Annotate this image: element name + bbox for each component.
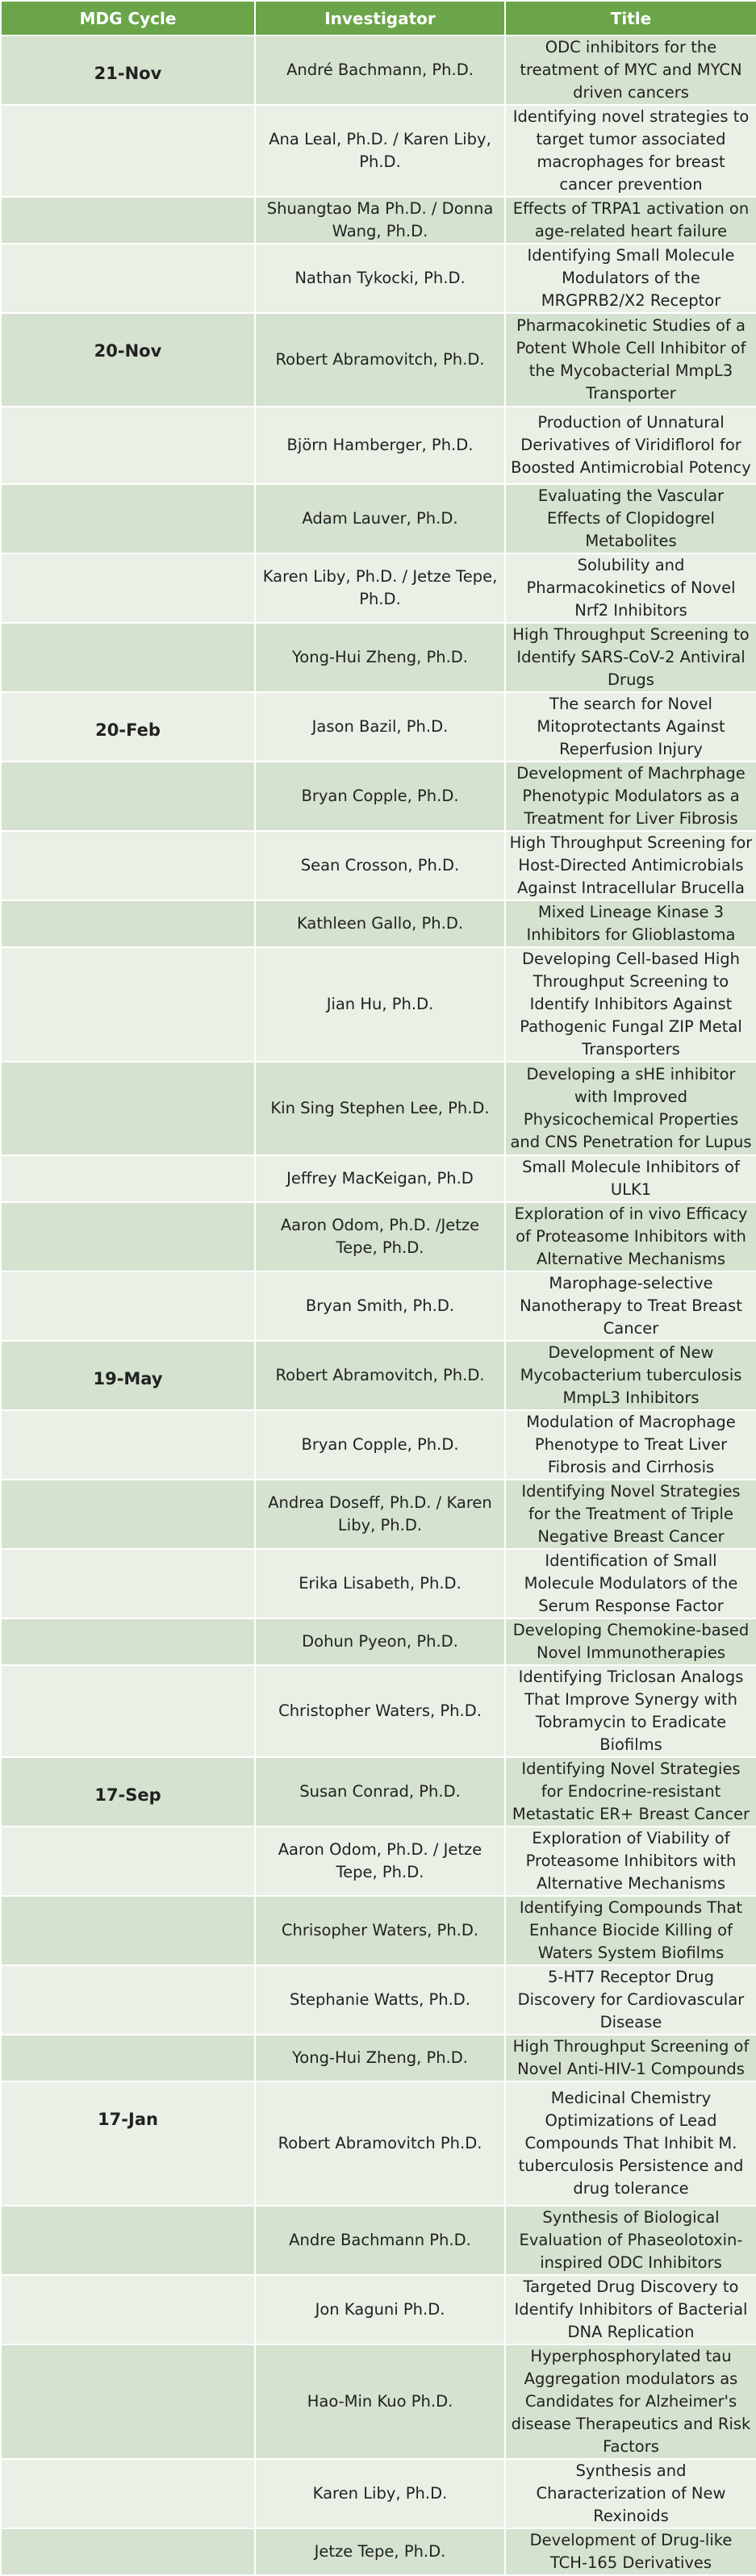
table-row — [1, 2528, 756, 2575]
cycle-cell — [1, 1271, 255, 1341]
title-cell: Small Molecule Inhibitors of ULK1 — [505, 1155, 756, 1202]
title-cell: The search for Novel Mitoprotectants Against Reperfusion Injury — [505, 692, 756, 762]
cycle-cell — [1, 197, 255, 244]
investigator-cell: Kin Sing Stephen Lee, Ph.D. — [255, 1062, 505, 1155]
cycle-cell — [1, 1896, 255, 1965]
table-row — [1, 1410, 756, 1480]
title-cell: Identifying Compounds That Enhance Biocide Killing of Waters System Biofilms — [505, 1896, 756, 1965]
investigator-cell: Karen Liby, Ph.D. / Jetze Tepe, Ph.D. — [255, 553, 505, 623]
column-header-title: Title — [505, 1, 756, 35]
investigator-cell: Bryan Copple, Ph.D. — [255, 762, 505, 831]
cycle-cell — [1, 762, 255, 831]
table-row — [1, 692, 756, 762]
investigator-cell: Shuangtao Ma Ph.D. / Donna Wang, Ph.D. — [255, 197, 505, 244]
investigator-cell: Andre Bachmann Ph.D. — [255, 2206, 505, 2275]
investigator-cell: Aaron Odom, Ph.D. / Jetze Tepe, Ph.D. — [255, 1827, 505, 1896]
title-cell: Pharmacokinetic Studies of a Potent Whole Cell Inhibitor of the Mycobacterial MmpL3 Transporter — [505, 313, 756, 407]
cycle-cell: 19-May — [1, 1341, 255, 1410]
investigator-cell: Jon Kaguni Ph.D. — [255, 2275, 505, 2344]
table-row — [1, 2344, 756, 2459]
investigator-cell: Yong-Hui Zheng, Ph.D. — [255, 2035, 505, 2081]
cycle-cell — [1, 1202, 255, 1271]
title-cell: Exploration of Viability of Proteasome Inhibitors with Alternative Mechanisms — [505, 1827, 756, 1896]
cycle-cell — [1, 1827, 255, 1896]
table-row — [1, 1896, 756, 1965]
table-row — [1, 1341, 756, 1410]
cycle-cell: 20-Nov — [1, 313, 255, 407]
title-cell: Solubility and Pharmacokinetics of Novel Nrf2 Inhibitors — [505, 553, 756, 623]
investigator-cell: Yong-Hui Zheng, Ph.D. — [255, 623, 505, 692]
title-cell: Developing a sHE inhibitor with Improved Physicochemical Properties and CNS Penetration for Lupus — [505, 1062, 756, 1155]
table-body — [1, 35, 756, 2575]
cycle-cell — [1, 105, 255, 197]
table-row — [1, 2459, 756, 2528]
cycle-cell — [1, 1410, 255, 1480]
table-row — [1, 1155, 756, 1202]
investigator-cell: Karen Liby, Ph.D. — [255, 2459, 505, 2528]
table-row — [1, 2275, 756, 2344]
cycle-cell: 20-Feb — [1, 692, 255, 762]
cycle-cell — [1, 407, 255, 484]
investigator-cell: Erika Lisabeth, Ph.D. — [255, 1549, 505, 1618]
cycle-cell — [1, 2035, 255, 2081]
cycle-cell — [1, 484, 255, 553]
table-row — [1, 35, 756, 105]
investigator-cell: Andrea Doseff, Ph.D. / Karen Liby, Ph.D. — [255, 1480, 505, 1549]
table-row — [1, 1202, 756, 1271]
cycle-cell — [1, 2344, 255, 2459]
title-cell: Development of Drug-like TCH-165 Derivatives — [505, 2528, 756, 2575]
investigator-cell: Kathleen Gallo, Ph.D. — [255, 900, 505, 947]
title-cell: 5-HT7 Receptor Drug Discovery for Cardiovascular Disease — [505, 1965, 756, 2035]
table-row — [1, 2206, 756, 2275]
table-row — [1, 2035, 756, 2081]
table-row — [1, 900, 756, 947]
table-row — [1, 553, 756, 623]
investigator-cell: Ana Leal, Ph.D. / Karen Liby, Ph.D. — [255, 105, 505, 197]
table-row — [1, 1965, 756, 2035]
cycle-cell — [1, 553, 255, 623]
cycle-cell — [1, 1155, 255, 1202]
investigator-cell: Bryan Copple, Ph.D. — [255, 1410, 505, 1480]
column-header-cycle: MDG Cycle — [1, 1, 255, 35]
title-cell: Identifying novel strategies to target tumor associated macrophages for breast cancer prevention — [505, 105, 756, 197]
title-cell: Medicinal Chemistry Optimizations of Lead Compounds That Inhibit M. tuberculosis Persistence and drug tolerance — [505, 2081, 756, 2206]
cycle-cell — [1, 1665, 255, 1757]
title-cell: Identifying Triclosan Analogs That Improve Synergy with Tobramycin to Eradicate Biofilms — [505, 1665, 756, 1757]
title-cell: Synthesis of Biological Evaluation of Phaseolotoxin-inspired ODC Inhibitors — [505, 2206, 756, 2275]
title-cell: Modulation of Macrophage Phenotype to Treat Liver Fibrosis and Cirrhosis — [505, 1410, 756, 1480]
title-cell: Identifying Small Molecule Modulators of the MRGPRB2/X2 Receptor — [505, 244, 756, 313]
title-cell: Evaluating the Vascular Effects of Clopidogrel Metabolites — [505, 484, 756, 553]
title-cell: High Throughput Screening to Identify SARS-CoV-2 Antiviral Drugs — [505, 623, 756, 692]
cycle-cell — [1, 244, 255, 313]
title-cell: ODC inhibitors for the treatment of MYC and MYCN driven cancers — [505, 35, 756, 105]
cycle-cell — [1, 2206, 255, 2275]
investigator-cell: Robert Abramovitch Ph.D. — [255, 2081, 505, 2206]
table-row — [1, 831, 756, 900]
title-cell: High Throughput Screening of Novel Anti-HIV-1 Compounds — [505, 2035, 756, 2081]
cycle-cell: 21-Nov — [1, 35, 255, 105]
investigator-cell: Nathan Tykocki, Ph.D. — [255, 244, 505, 313]
cycle-cell — [1, 831, 255, 900]
investigator-cell: Stephanie Watts, Ph.D. — [255, 1965, 505, 2035]
investigator-cell: Robert Abramovitch, Ph.D. — [255, 1341, 505, 1410]
cycle-cell — [1, 1549, 255, 1618]
investigator-cell: Christopher Waters, Ph.D. — [255, 1665, 505, 1757]
table-row — [1, 623, 756, 692]
cycle-cell — [1, 1618, 255, 1665]
table-row — [1, 1480, 756, 1549]
title-cell: Developing Chemokine-based Novel Immunotherapies — [505, 1618, 756, 1665]
investigator-cell: Sean Crosson, Ph.D. — [255, 831, 505, 900]
title-cell: Identification of Small Molecule Modulators of the Serum Response Factor — [505, 1549, 756, 1618]
investigator-cell: Jian Hu, Ph.D. — [255, 947, 505, 1062]
title-cell: Mixed Lineage Kinase 3 Inhibitors for Glioblastoma — [505, 900, 756, 947]
investigator-cell: Aaron Odom, Ph.D. /Jetze Tepe, Ph.D. — [255, 1202, 505, 1271]
table-header-row — [1, 1, 756, 35]
cycle-cell — [1, 2459, 255, 2528]
table-row — [1, 1618, 756, 1665]
investigator-cell: Hao-Min Kuo Ph.D. — [255, 2344, 505, 2459]
investigator-cell: Susan Conrad, Ph.D. — [255, 1757, 505, 1827]
table-row — [1, 1062, 756, 1155]
title-cell: Hyperphosphorylated tau Aggregation modulators as Candidates for Alzheimer's disease Therapeutics and Risk Factors — [505, 2344, 756, 2459]
title-cell: Production of Unnatural Derivatives of Viridiflorol for Boosted Antimicrobial Potency — [505, 407, 756, 484]
investigator-cell: Adam Lauver, Ph.D. — [255, 484, 505, 553]
investigator-cell: André Bachmann, Ph.D. — [255, 35, 505, 105]
table-row — [1, 1271, 756, 1341]
column-header-investigator: Investigator — [255, 1, 505, 35]
cycle-cell — [1, 2275, 255, 2344]
investigator-cell: Dohun Pyeon, Ph.D. — [255, 1618, 505, 1665]
table-row — [1, 762, 756, 831]
table-row — [1, 197, 756, 244]
title-cell: Marophage-selective Nanotherapy to Treat Breast Cancer — [505, 1271, 756, 1341]
cycle-cell — [1, 1062, 255, 1155]
table-row — [1, 1549, 756, 1618]
table-row — [1, 1827, 756, 1896]
title-cell: Identifying Novel Strategies for Endocrine-resistant Metastatic ER+ Breast Cancer — [505, 1757, 756, 1827]
table-row — [1, 105, 756, 197]
table-row — [1, 947, 756, 1062]
title-cell: Identifying Novel Strategies for the Treatment of Triple Negative Breast Cancer — [505, 1480, 756, 1549]
table-row — [1, 244, 756, 313]
cycle-cell — [1, 900, 255, 947]
title-cell: High Throughput Screening for Host-Directed Antimicrobials Against Intracellular Brucella — [505, 831, 756, 900]
table-row — [1, 407, 756, 484]
table-row — [1, 2081, 756, 2206]
investigator-cell: Bryan Smith, Ph.D. — [255, 1271, 505, 1341]
cycle-cell — [1, 947, 255, 1062]
investigator-cell: Jeffrey MacKeigan, Ph.D — [255, 1155, 505, 1202]
investigator-cell: Jetze Tepe, Ph.D. — [255, 2528, 505, 2575]
cycle-cell: 17-Sep — [1, 1757, 255, 1827]
investigator-cell: Jason Bazil, Ph.D. — [255, 692, 505, 762]
cycle-cell — [1, 1965, 255, 2035]
investigator-cell: Robert Abramovitch, Ph.D. — [255, 313, 505, 407]
investigator-cell: Björn Hamberger, Ph.D. — [255, 407, 505, 484]
investigator-cell: Chrisopher Waters, Ph.D. — [255, 1896, 505, 1965]
title-cell: Synthesis and Characterization of New Rexinoids — [505, 2459, 756, 2528]
title-cell: Development of Machrphage Phenotypic Modulators as a Treatment for Liver Fibrosis — [505, 762, 756, 831]
cycle-cell — [1, 2528, 255, 2575]
title-cell: Development of New Mycobacterium tuberculosis MmpL3 Inhibitors — [505, 1341, 756, 1410]
title-cell: Targeted Drug Discovery to Identify Inhibitors of Bacterial DNA Replication — [505, 2275, 756, 2344]
cycle-cell: 17-Jan — [1, 2081, 255, 2206]
table-row — [1, 484, 756, 553]
title-cell: Exploration of in vivo Efficacy of Proteasome Inhibitors with Alternative Mechanisms — [505, 1202, 756, 1271]
title-cell: Developing Cell-based High Throughput Screening to Identify Inhibitors Against Pathogenic Fungal ZIP Metal Transporters — [505, 947, 756, 1062]
table-row — [1, 1665, 756, 1757]
title-cell: Effects of TRPA1 activation on age-related heart failure — [505, 197, 756, 244]
cycle-cell — [1, 623, 255, 692]
table-row — [1, 313, 756, 407]
cycle-cell — [1, 1480, 255, 1549]
table-row — [1, 1757, 756, 1827]
